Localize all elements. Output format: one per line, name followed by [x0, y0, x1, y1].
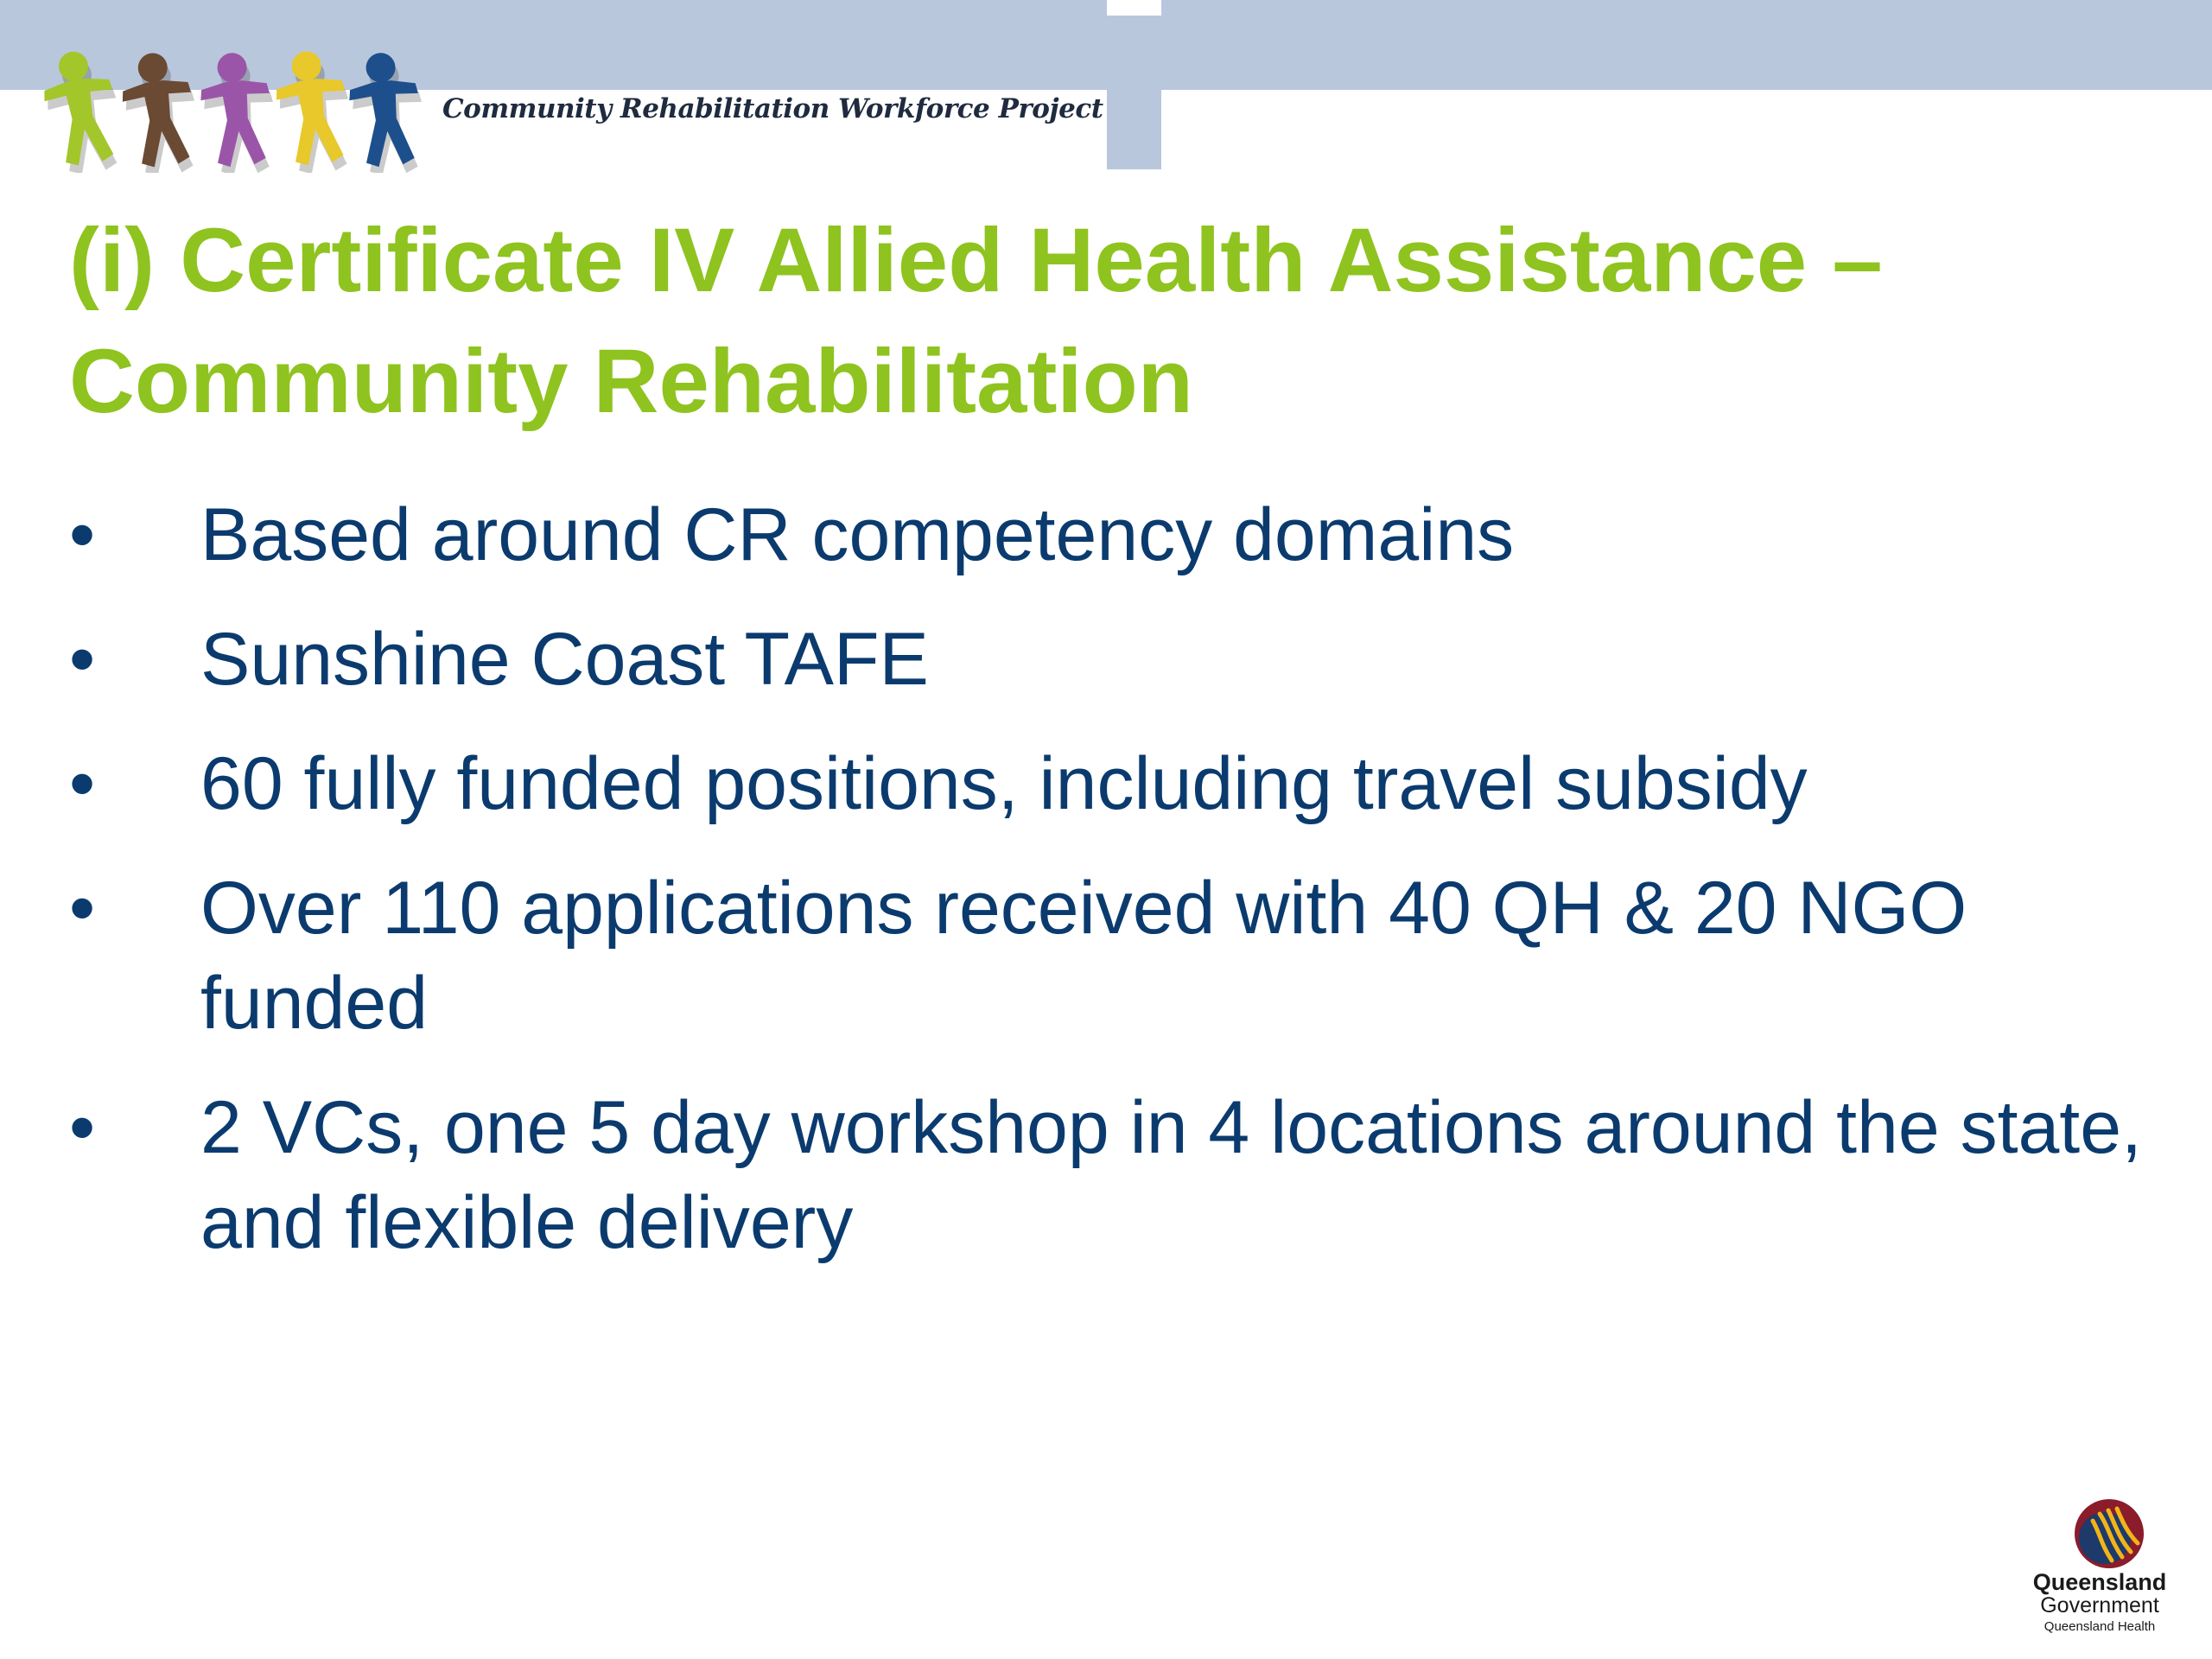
bullet-text: 2 VCs, one 5 day workshop in 4 locations around the state, and flexible delivery: [200, 1086, 2142, 1264]
bullet-text: Over 110 applications received with 40 QH & 20 NGO funded: [200, 867, 1967, 1045]
project-name: Community Rehabilitation Workforce Project: [442, 93, 1103, 124]
bullet-icon: •: [69, 618, 96, 701]
paper-doll-people-chain-icon: [35, 26, 449, 173]
slide-title: (i) Certificate IV Allied Health Assistance – Community Rehabilitation: [69, 210, 1883, 432]
qld-logo-line3: Queensland Health: [2044, 1619, 2156, 1634]
bullet-text: Based around CR competency domains: [200, 493, 1515, 576]
bullet-icon: •: [69, 742, 96, 825]
bullet-icon: •: [69, 1086, 96, 1169]
bullet-text: Sunshine Coast TAFE: [200, 618, 929, 701]
qld-logo-line1: Queensland: [2032, 1569, 2167, 1595]
header-band-stem: [1107, 90, 1161, 169]
bullet-text: 60 fully funded positions, including travel subsidy: [200, 742, 1808, 825]
bullet-item: [69, 1080, 2143, 1270]
bullet-icon: •: [69, 493, 96, 576]
bullet-item: [69, 487, 2143, 582]
bullet-icon: •: [69, 867, 96, 950]
queensland-government-logo: [2022, 1495, 2177, 1642]
bullet-list: [69, 487, 2143, 1300]
queensland-government-emblem-icon: [2070, 1495, 2148, 1573]
header-band-notch: [1107, 0, 1161, 16]
bullet-item: [69, 736, 2143, 831]
bullet-item: [69, 612, 2143, 707]
bullet-item: [69, 861, 2143, 1051]
qld-logo-line2: Government: [2040, 1593, 2159, 1618]
